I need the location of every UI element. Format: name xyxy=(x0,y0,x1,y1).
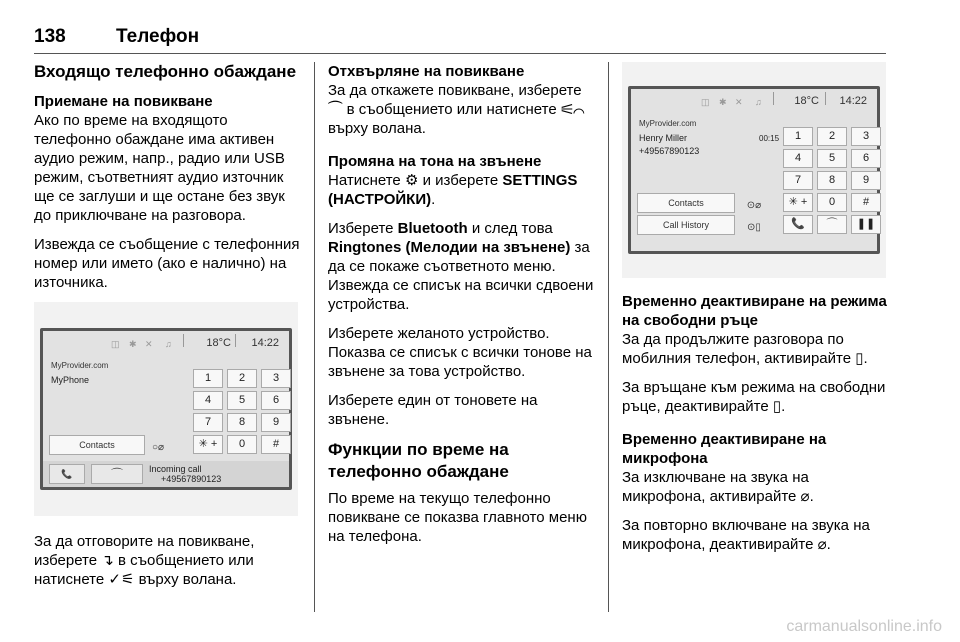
handset-mode-icon[interactable]: ⊙▯ xyxy=(747,222,761,233)
status-bar xyxy=(631,89,877,109)
clock: 14:22 xyxy=(251,337,279,349)
hang-up-button[interactable]: ⌒ xyxy=(817,215,847,234)
paragraph: За да продължите разговора по мобилния телефон, активирайте ▯. xyxy=(622,331,868,367)
key-9[interactable]: 9 xyxy=(851,171,881,190)
key-1[interactable]: 1 xyxy=(783,127,813,146)
key-star[interactable]: ✳ + xyxy=(783,193,813,212)
key-hash[interactable]: # xyxy=(261,435,291,454)
key-8[interactable]: 8 xyxy=(817,171,847,190)
key-4[interactable]: 4 xyxy=(783,149,813,168)
phone-answer-icon: ↴ xyxy=(101,552,114,569)
bluetooth-icon: ✱ xyxy=(719,97,727,107)
paragraph: По време на текущо телефонно повикване се показва главното меню на телефона. xyxy=(328,490,587,545)
paragraph: Изберете един от тоновете на звънене. xyxy=(328,392,538,428)
temperature: 18°C xyxy=(206,337,231,349)
subsection-heading: Приемане на повикване xyxy=(34,93,213,110)
paragraph: Натиснете ⚙ и изберете SETTINGS (НАСТРОЙКИ). xyxy=(328,172,578,208)
active-call-screenshot xyxy=(622,62,886,278)
incoming-call-label: Incoming call xyxy=(149,464,202,474)
column-3 xyxy=(622,62,890,564)
key-7[interactable]: 7 xyxy=(193,413,223,432)
key-6[interactable]: 6 xyxy=(851,149,881,168)
paragraph: За изключване на звука на микрофона, активирайте ⌀. xyxy=(622,469,814,505)
mic-mute-icon: ⌀ xyxy=(817,536,827,553)
page-number: 138 xyxy=(34,26,66,47)
contacts-button[interactable]: Contacts xyxy=(637,193,735,213)
infotainment-display xyxy=(628,86,880,254)
paragraph: Извежда се съобщение с телефонния номер или името (ако е налично) на източника. xyxy=(34,236,300,291)
page-header xyxy=(34,24,886,54)
divider xyxy=(183,334,184,347)
watermark: carmanualsonline.info xyxy=(786,618,942,635)
status-bar xyxy=(43,331,289,351)
bluetooth-icon: ✱ xyxy=(129,339,137,349)
subsection-heading: Промяна на тона на звънене xyxy=(328,153,542,170)
column-divider xyxy=(314,62,315,612)
signal-icon: ◫ xyxy=(701,97,710,107)
key-3[interactable]: 3 xyxy=(261,369,291,388)
handset-icon: ▯ xyxy=(855,350,864,367)
subsection-heading: Временно деактивиране на режима на свободни ръце xyxy=(622,293,887,329)
mic-mute-icon[interactable]: ⊙⌀ xyxy=(746,200,762,211)
call-history-button[interactable]: Call History xyxy=(637,215,735,235)
page-title: Телефон xyxy=(116,26,200,47)
mic-mute-icon[interactable]: ○⌀ xyxy=(151,442,165,453)
infotainment-display xyxy=(40,328,292,490)
column-1 xyxy=(34,62,300,599)
phone-name: MyPhone xyxy=(51,375,90,385)
music-icon: ♫ xyxy=(755,97,762,107)
incoming-call-info xyxy=(149,464,221,484)
mic-mute-icon: ⌀ xyxy=(800,488,810,505)
incoming-call-number: +49567890123 xyxy=(161,474,222,484)
key-4[interactable]: 4 xyxy=(193,391,223,410)
mute-icon: ✕ xyxy=(145,339,153,349)
subsection-heading: Отхвърляне на повикване xyxy=(328,63,525,80)
key-hash[interactable]: # xyxy=(851,193,881,212)
handset-icon: ▯ xyxy=(772,398,782,415)
paragraph: Изберете Bluetooth и след това Ringtones (Мелодии на звънене) за да се покаже съответното меню. Извежда се списък на всички сдвоени устройства. xyxy=(328,220,594,313)
caller-name: Henry Miller xyxy=(639,133,688,143)
hold-button[interactable]: ❚❚ xyxy=(851,215,881,234)
key-5[interactable]: 5 xyxy=(817,149,847,168)
divider xyxy=(825,92,826,105)
paragraph: За връщане към режима на свободни ръце, деактивирайте ▯. xyxy=(622,379,886,415)
settings-icon: ⚙ xyxy=(404,172,419,189)
provider-name: MyProvider.com xyxy=(639,119,697,128)
call-duration: 00:15 xyxy=(759,134,780,143)
reject-call-button[interactable]: ⌒ xyxy=(91,464,143,484)
section-heading: Входящо телефонно обаждане xyxy=(34,62,297,81)
column-2 xyxy=(328,62,598,556)
contacts-button[interactable]: Contacts xyxy=(49,435,145,455)
paragraph: Ако по време на входящото телефонно обаждане има активен аудио режим, напр., радио или USB режим, съответният аудио източник ще се заглуши и ще остане без звук до приключване на разговора. xyxy=(34,112,285,224)
mute-icon: ✕ xyxy=(735,97,743,107)
key-8[interactable]: 8 xyxy=(227,413,257,432)
key-0[interactable]: 0 xyxy=(227,435,257,454)
key-7[interactable]: 7 xyxy=(783,171,813,190)
paragraph: За да откажете повикване, изберете ⏜ в съобщението или натиснете ⚟⌒ върху волана. xyxy=(328,82,585,137)
paragraph: За повторно включване на звука на микрофона, деактивирайте ⌀. xyxy=(622,517,870,553)
column-divider xyxy=(608,62,609,612)
answer-call-button[interactable]: 📞 xyxy=(49,464,85,484)
key-2[interactable]: 2 xyxy=(817,127,847,146)
divider xyxy=(773,92,774,105)
call-action-bar xyxy=(43,461,289,487)
key-0[interactable]: 0 xyxy=(817,193,847,212)
steering-wheel-reject-icon: ⚟⌒ xyxy=(560,101,585,118)
key-9[interactable]: 9 xyxy=(261,413,291,432)
paragraph: Изберете желаното устройство. Показва се списък с всички тонове на звънене за това устройство. xyxy=(328,325,592,380)
steering-wheel-phone-icon: ✓⚟ xyxy=(108,571,135,588)
signal-icon: ◫ xyxy=(111,339,120,349)
key-star[interactable]: ✳ + xyxy=(193,435,223,454)
temperature: 18°C xyxy=(794,95,819,107)
provider-name: MyProvider.com xyxy=(51,361,109,370)
answer-call-button[interactable]: 📞 xyxy=(783,215,813,234)
incoming-call-screenshot xyxy=(34,302,298,516)
divider xyxy=(235,334,236,347)
caller-number: +49567890123 xyxy=(639,146,700,156)
key-2[interactable]: 2 xyxy=(227,369,257,388)
key-3[interactable]: 3 xyxy=(851,127,881,146)
subsection-heading: Временно деактивиране на микрофона xyxy=(622,431,827,467)
hang-up-icon: ⏜ xyxy=(328,101,343,118)
key-6[interactable]: 6 xyxy=(261,391,291,410)
section-heading: Функции по време на телефонно обаждане xyxy=(328,440,509,481)
key-1[interactable]: 1 xyxy=(193,369,223,388)
clock: 14:22 xyxy=(839,95,867,107)
music-icon: ♫ xyxy=(165,339,172,349)
paragraph: За да отговорите на повикване, изберете ↴ в съобщението или натиснете ✓⚟ върху волана. xyxy=(34,533,255,588)
key-5[interactable]: 5 xyxy=(227,391,257,410)
